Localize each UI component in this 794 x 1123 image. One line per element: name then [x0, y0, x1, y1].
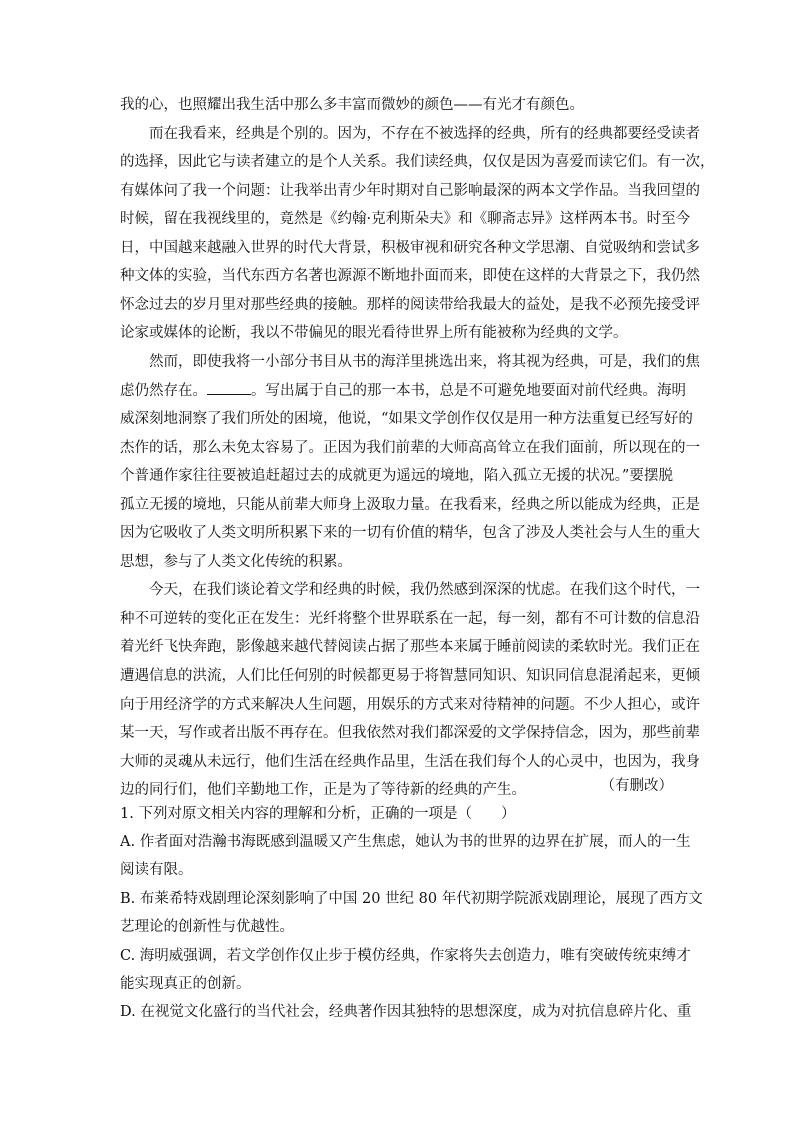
passage-line: 种文体的实验，当代东西方名著也源源不断地扑面而来，即使在这样的大背景之下，我仍然 [120, 268, 700, 284]
passage-line: 怀念过去的岁月里对那些经典的接触。那样的阅读带给我最大的益处，是我不必预先接受评 [120, 297, 700, 313]
passage-line: 论家或媒体的论断，我以不带偏见的眼光看待世界上所有能被称为经典的文学。 [120, 325, 628, 341]
passage-line: 然而，即使我将一小部分书目从书的海洋里挑选出来，将其视为经典，可是，我们的焦 [149, 354, 700, 370]
passage-line: 孤立无援的境地，只能从前辈大师身上汲取力量。在我看来，经典之所以能成为经典，正是 [120, 497, 700, 513]
passage-line: 我的心，也照耀出我生活中那么多丰富而微妙的颜色——有光才有颜色。 [120, 97, 584, 113]
passage-line: 大师的灵魂从未远行，他们生活在经典作品里，生活在我们每个人的心灵中，也因为，我身 [120, 754, 700, 770]
option-line: 能实现真正的创新。 [120, 976, 251, 992]
question-stem: 1. 下列对原文相关内容的理解和分析，正确的一项是（ ） [120, 806, 516, 822]
option-line: 艺理论的创新性与优越性。 [120, 919, 294, 935]
passage-line: 边的同行们，他们辛勤地工作，正是为了等待新的经典的产生。 [120, 782, 526, 798]
passage-line: 日，中国越来越融入世界的时代大背景，积极审视和研究各种文学思潮、自觉吸纳和尝试多 [120, 240, 700, 256]
passage-line: 因为它吸收了人类文明所积累下来的一切有价值的精华，包含了涉及人类社会与人生的重大 [120, 525, 700, 541]
passage-line: 威深刻地洞察了我们所处的困境，他说，“如果文学创作仅仅是用一种方法重复已经写好的 [120, 411, 693, 427]
option-line: A. 作者面对浩瀚书海既感到温暖又产生焦虑，她认为书的世界的边界在扩展，而人的一生 [120, 834, 691, 850]
passage-line: 杰作的话，那么未免太容易了。正因为我们前辈的大师高高耸立在我们面前，所以现在的一 [120, 440, 700, 456]
passage-line: 思想，参与了人类文化传统的积累。 [120, 554, 352, 570]
passage-line: 种不可逆转的变化正在发生：光纤将整个世界联系在一起，每一刻，都有不可计数的信息沿 [120, 611, 700, 627]
passage-line: 的选择，因此它与读者建立的是个人关系。我们读经典，仅仅是因为喜爱而读它们。有一次， [120, 154, 715, 170]
line-text: 虑仍然存在。 [120, 383, 207, 399]
passage-line: 而在我看来，经典是个别的。因为，不存在不被选择的经典，所有的经典都要经受读者 [149, 126, 700, 142]
option-line: C. 海明威强调，若文学创作仅止步于模仿经典，作家将失去创造力，唯有突破传统束缚才 [120, 948, 691, 964]
passage-line: 某一天，写作或者出版不再存在。但我依然对我们都深爱的文学保持信念，因为，那些前辈 [120, 725, 700, 741]
passage-line [120, 380, 686, 402]
passage-line: 着光纤飞快奔跑，影像越来越代替阅读占据了那些本来属于睡前阅读的柔软时光。我们正在 [120, 639, 700, 655]
source-note: （有删改） [600, 778, 673, 794]
option-line: 阅读有限。 [120, 862, 193, 878]
passage-line: 遭遇信息的洪流，人们比任何别的时候都更易于将智慧同知识、知识同信息混淆起来，更倾 [120, 668, 700, 684]
passage-line: 个普通作家往往要被追赶超过去的成就更为遥远的境地，陷入孤立无援的状况。”要摆脱 [120, 468, 673, 484]
fill-in-blank [207, 380, 251, 395]
passage-line: 向于用经济学的方式来解决人生问题，用娱乐的方式来对待精神的问题。不少人担心，或许 [120, 697, 700, 713]
line-text: 。写出属于自己的那一本书，总是不可避免地要面对前代经典。海明 [251, 383, 686, 399]
option-line: B. 布莱希特戏剧理论深刻影响了中国 20 世纪 80 年代初期学院派戏剧理论，展现了西方文 [120, 891, 703, 907]
passage-line: 有媒体问了我一个问题：让我举出青少年时期对自己影响最深的两本文学作品。当我回望的 [120, 183, 700, 199]
passage-line: 时候，留在我视线里的，竟然是《约翰·克利斯朵夫》和《聊斋志异》这样两本书。时至今 [120, 211, 691, 227]
option-line: D. 在视觉文化盛行的当代社会，经典著作因其独特的思想深度，成为对抗信息碎片化、重 [120, 1004, 692, 1020]
passage-line: 今天，在我们谈论着文学和经典的时候，我仍然感到深深的忧虑。在我们这个时代，一 [149, 582, 700, 598]
